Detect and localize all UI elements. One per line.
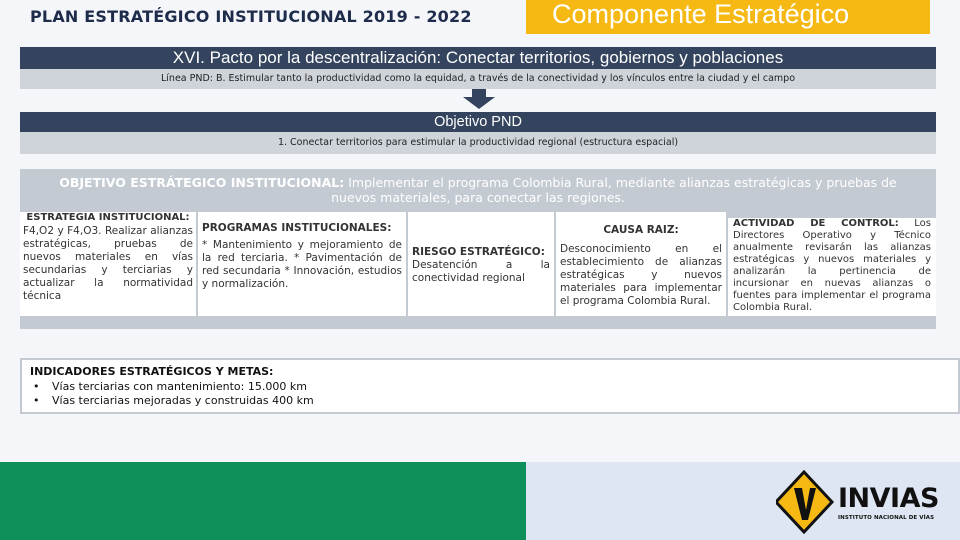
causa-label: CAUSA RAIZ:: [603, 224, 679, 236]
programas-label: PROGRAMAS INSTITUCIONALES:: [202, 222, 392, 234]
estrategia-label: ESTRATEGIA INSTITUCIONAL:: [26, 212, 190, 223]
actividad-column: [728, 218, 936, 316]
objetivo-institucional: [20, 175, 936, 205]
riesgo-column: [408, 212, 554, 316]
plan-title: PLAN ESTRATÉGICO INSTITUCIONAL 2019 - 2022: [30, 7, 472, 26]
arrow-down-icon: [463, 89, 495, 109]
list-item: • Vías terciarias con mantenimiento: 15.000 km: [30, 380, 950, 394]
list-item: • Vías terciarias mejoradas y construidas 400 km: [30, 394, 950, 408]
estrategia-text: F4,O2 y F4,O3. Realizar alianzas estratégicas, pruebas de nuevos materiales en vías secundarias y terciarias y actualizar la normatividad técnica: [23, 225, 193, 302]
indicadores-title: INDICADORES ESTRATÉGICOS Y METAS:: [30, 365, 274, 378]
objetivo-pnd-title: Objetivo PND: [20, 112, 936, 132]
riesgo-text: Desatención a la conectividad regional: [412, 259, 550, 284]
programas-text: * Mantenimiento y mejoramiento de la red terciaria. * Pavimentación de red secundaria * Innovación, estudios y normalización.: [202, 239, 402, 290]
estrategia-column: [20, 212, 196, 316]
indicadores-panel: [20, 358, 960, 414]
actividad-text: Los Directores Operativo y Técnico anualmente revisarán las alianzas estratégicas y nuevos materiales y analizarán la pertinencia de incursionar en nuevas alianzas o fuentes para implementar el programa Colombia Rural.: [733, 218, 931, 313]
indicadores-list: [30, 380, 950, 408]
logo-subtitle: INSTITUTO NACIONAL DE VÍAS: [838, 515, 935, 521]
objetivo-institucional-text: Implementar el programa Colombia Rural, mediante alianzas estratégicas y pruebas de nuevos materiales, para conectar las regiones.: [331, 175, 897, 205]
programas-column: [198, 212, 406, 316]
causa-text: Desconocimiento en el establecimiento de alianzas estratégicas y nuevos materiales para implementar el programa Colombia Rural.: [560, 243, 722, 307]
actividad-label: ACTIVIDAD DE CONTROL:: [733, 218, 899, 229]
objetivo-institucional-label: OBJETIVO ESTRÁTEGICO INSTITUCIONAL:: [59, 175, 345, 190]
pacto-title: XVI. Pacto por la descentralización: Conectar territorios, gobiernos y poblaciones: [20, 47, 936, 69]
logo-name: INVIAS: [838, 483, 939, 514]
objetivo-pnd-text: 1. Conectar territorios para estimular la productividad regional (estructura espacial): [20, 132, 936, 154]
footer-green-band: [0, 462, 526, 540]
causa-column: [556, 212, 726, 316]
riesgo-label: RIESGO ESTRATÉGICO:: [412, 246, 545, 258]
linea-pnd: Línea PND: B. Estimular tanto la productividad como la equidad, a través de la conectividad y los vínculos entre la ciudad y el campo: [20, 69, 936, 89]
component-banner: Componente Estratégico: [526, 0, 930, 34]
